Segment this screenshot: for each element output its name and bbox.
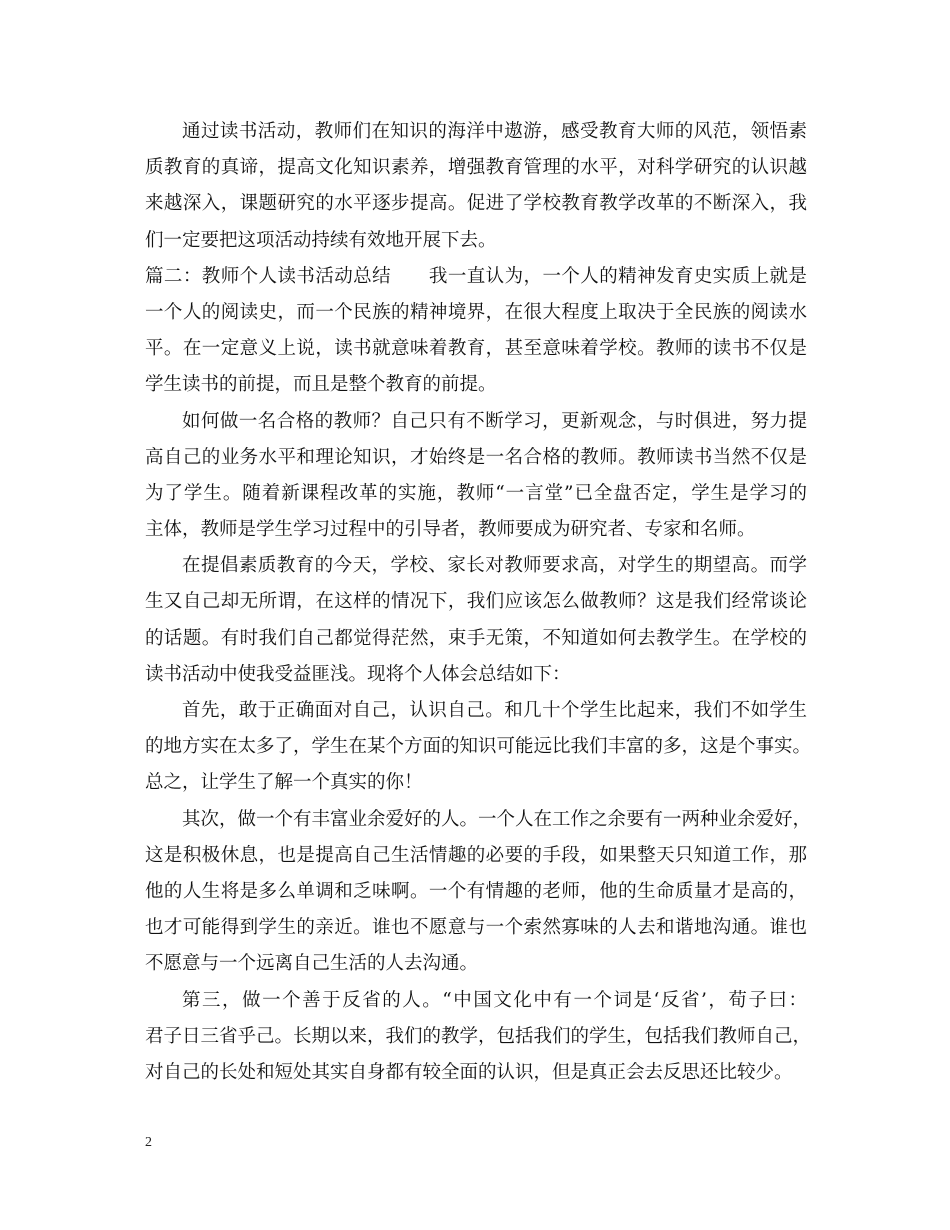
- text-line: 第三，做一个善于反省的人。“中国文化中有一个词是‘反省’，荀子曰：: [182, 989, 807, 1011]
- text-line: 学生读书的前提，而且是整个教育的前提。: [145, 374, 497, 396]
- text-line: 在提倡素质教育的今天，学校、家长对教师要求高，对学生的期望高。而学: [182, 555, 807, 577]
- text-line: 的话题。有时我们自己都觉得茫然，束手无策，不知道如何去教学生。在学校的: [145, 627, 807, 649]
- page-number: 2: [145, 1135, 152, 1150]
- text-line: 的地方实在太多了，学生在某个方面的知识可能远比我们丰富的多，这是个事实。: [145, 736, 812, 758]
- text-line: 也才可能得到学生的亲近。谁也不愿意与一个索然寡味的人去和谐地沟通。谁也: [145, 917, 807, 939]
- text-line: 高自己的业务水平和理论知识，才始终是一名合格的教师。教师读书当然不仅是: [145, 446, 807, 468]
- text-line: 为了学生。随着新课程改革的实施，教师“一言堂”已全盘否定，学生是学习的: [145, 482, 807, 504]
- text-line: 这是积极休息，也是提高自己生活情趣的必要的手段，如果整天只知道工作，那: [145, 844, 807, 866]
- text-line: 读书活动中使我受益匪浅。现将个人体会总结如下：: [145, 663, 571, 685]
- text-line: 首先，敢于正确面对自己，认识自己。和几十个学生比起来，我们不如学生: [182, 700, 807, 721]
- text-line: 一个人的阅读史，而一个民族的精神境界，在很大程度上取决于全民族的阅读水: [145, 301, 807, 323]
- text-line: 平。在一定意义上说，读书就意味着教育，甚至意味着学校。教师的读书不仅是: [145, 338, 807, 360]
- text-line: 他的人生将是多么单调和乏味啊。一个有情趣的老师，他的生命质量才是高的，: [145, 880, 807, 902]
- text-line: 来越深入，课题研究的水平逐步提高。促进了学校教育教学改革的不断深入，我: [145, 193, 807, 215]
- text-line: 们一定要把这项活动持续有效地开展下去。: [145, 229, 497, 251]
- text-line: 不愿意与一个远离自己生活的人去沟通。: [145, 953, 479, 975]
- text-line: 通过读书活动，教师们在知识的海洋中遨游，感受教育大师的风范，领悟素: [182, 121, 807, 142]
- section-heading-line: 篇二：教师个人读书活动总结 我一直认为，一个人的精神发育史实质上就是: [145, 265, 807, 287]
- text-line: 主体，教师是学生学习过程中的引导者，教师要成为研究者、专家和名师。: [145, 519, 756, 541]
- text-line: 质教育的真谛，提高文化知识素养，增强教育管理的水平，对科学研究的认识越: [145, 157, 807, 179]
- text-line: 总之，让学生了解一个真实的你！: [145, 772, 423, 794]
- text-line: 对自己的长处和短处其实自身都有较全面的认识，但是真正会去反思还比较少。: [145, 1061, 793, 1083]
- text-line: 君子日三省乎己。长期以来，我们的教学，包括我们的学生，包括我们教师自己，: [145, 1025, 812, 1047]
- body-text: [145, 114, 812, 1091]
- text-line: 如何做一名合格的教师？自己只有不断学习，更新观念，与时俱进，努力提: [182, 410, 807, 432]
- text-line: 其次，做一个有丰富业余爱好的人。一个人在工作之余要有一两种业余爱好，: [182, 808, 812, 830]
- text-line: 生又自己却无所谓，在这样的情况下，我们应该怎么做教师？这是我们经常谈论: [145, 591, 807, 613]
